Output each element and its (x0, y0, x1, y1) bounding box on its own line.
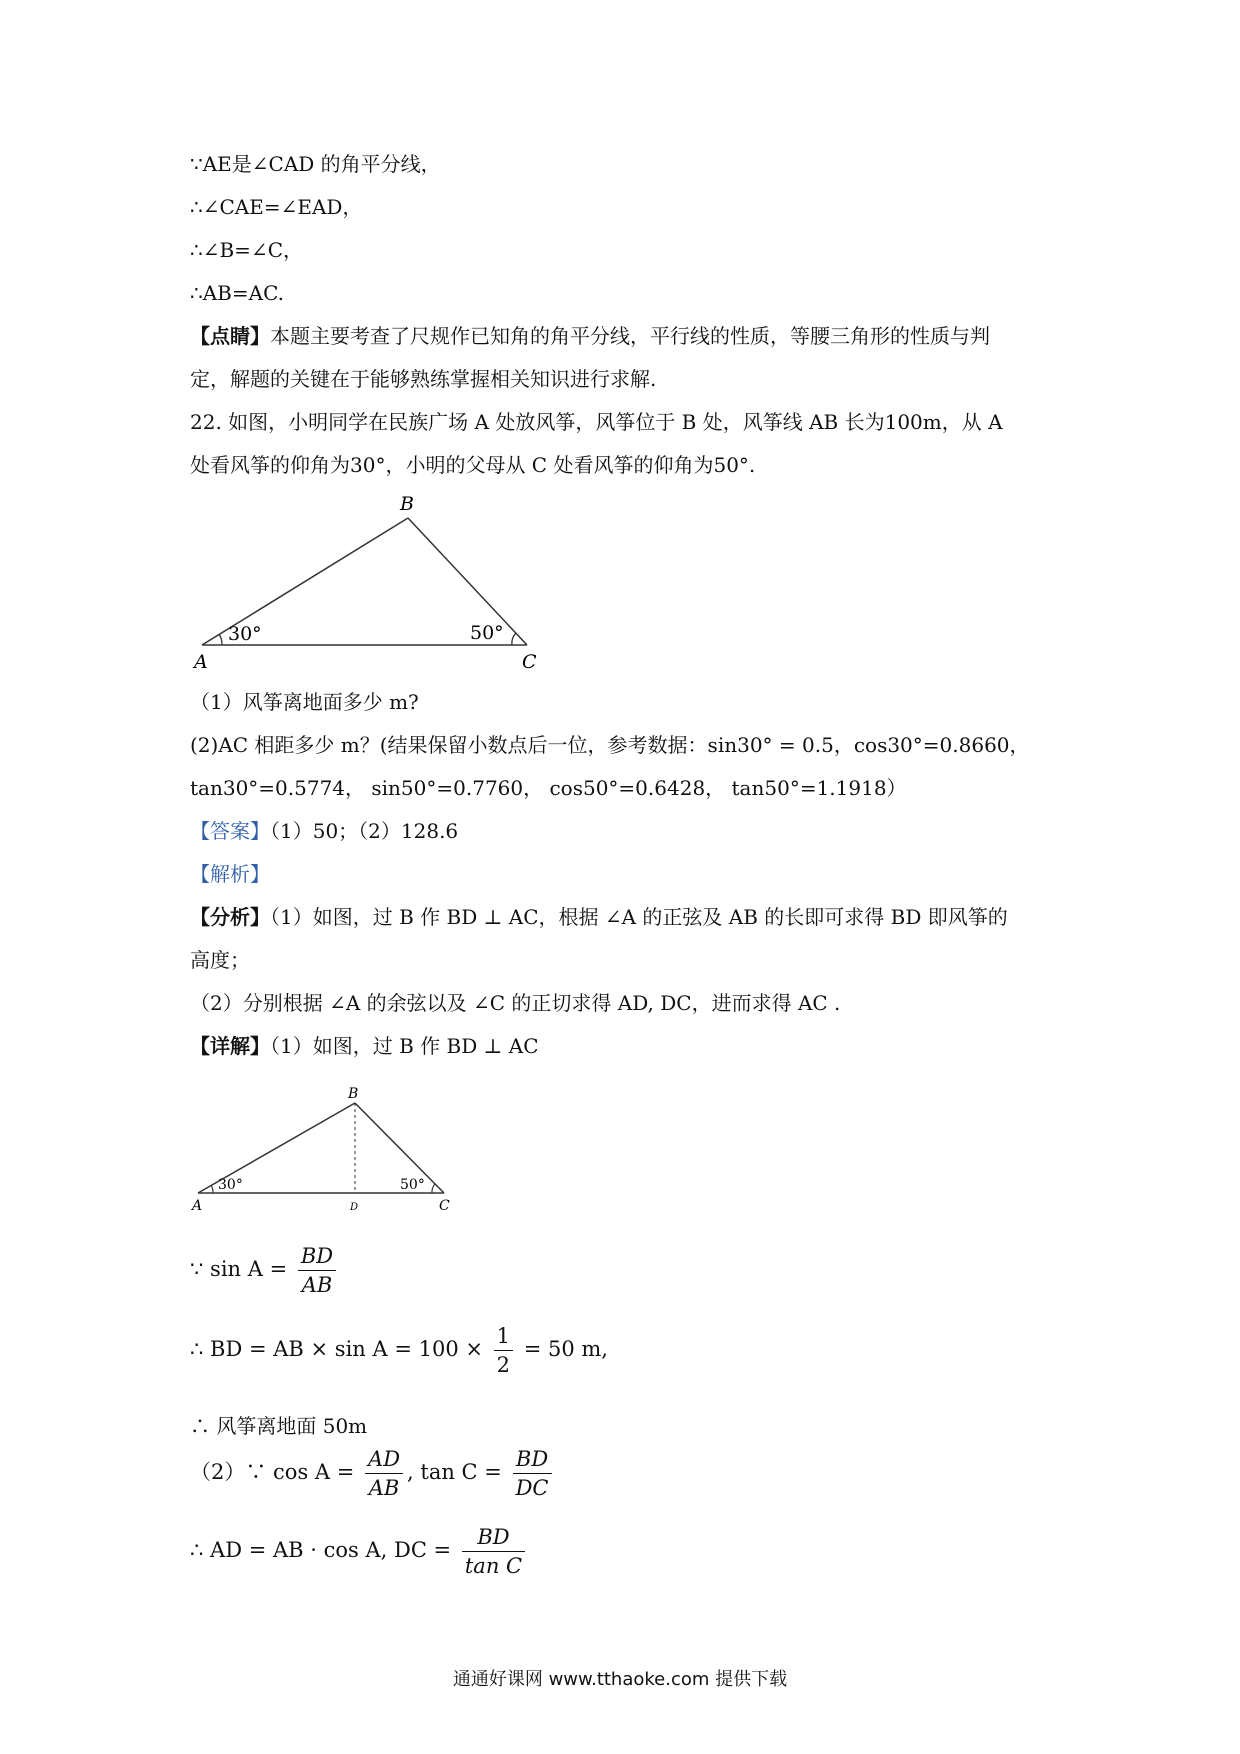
fraction-denominator: 2 (496, 1353, 511, 1377)
page-footer: 通通好课网 www.tthaoke.com 提供下载 (452, 1669, 788, 1690)
label-b: B (348, 1086, 359, 1102)
analysis-text-1: （1）如图，过 B 作 BD ⊥ AC，根据 ∠A 的正弦及 AB 的长即可求得 BD 即风筝的 (270, 905, 1008, 929)
fraction-numerator: AD (365, 1445, 403, 1474)
fraction-numerator: BD (462, 1523, 525, 1552)
question-22-line-2: 处看风筝的仰角为30°，小明的父母从 C 处看风筝的仰角为50°. (190, 453, 756, 477)
label-b: B (400, 493, 414, 515)
proof-line-2: ∴∠CAE=∠EAD， (190, 195, 363, 219)
comment-text-2: 定，解题的关键在于能够熟练掌握相关知识进行求解. (190, 367, 657, 391)
sub-question-2-line-2: tan30°=0.5774， sin50°=0.7760， cos50°=0.6428， tan50°=1.1918） (190, 776, 907, 800)
fraction-numerator: BD (513, 1445, 552, 1474)
angle-arc-c (512, 633, 516, 645)
sub-question-1: （1）风筝离地面多少 m? (190, 690, 419, 714)
fraction-one-half (494, 1322, 513, 1379)
comment-paragraph (190, 322, 990, 350)
fraction-denominator: DC (515, 1476, 549, 1500)
proof-line-1: ∵AE是∠CAD 的角平分线， (190, 152, 441, 176)
angle-arc-a (219, 634, 222, 645)
detail-paragraph (190, 1032, 539, 1060)
analysis-tag: 【解析】 (190, 862, 270, 886)
equation-ad-dc (190, 1523, 529, 1580)
equation-sin-a (190, 1242, 340, 1299)
angle-a-label: 30° (228, 623, 262, 645)
analysis-paragraph (190, 903, 1008, 931)
answer-text: （1）50；（2）128.6 (270, 819, 459, 843)
question-22-line-1: 22. 如图，小明同学在民族广场 A 处放风筝，风筝位于 B 处，风筝线 AB 长为100m，从 A (190, 410, 1003, 434)
fraction-bd-dc (513, 1445, 552, 1502)
angle-c-label: 50° (400, 1177, 425, 1193)
answer-tag: 【答案】 (190, 819, 270, 843)
fraction-bd-tanc (462, 1523, 525, 1580)
sub-question-2-line-1: (2)AC 相距多少 m？(结果保留小数点后一位，参考数据：sin30° = 0.5，cos30°=0.8660， (190, 733, 1030, 757)
equation-cos-prefix: （2）∵ cos A = (190, 1460, 355, 1484)
figure-triangle-abcd (190, 1083, 460, 1218)
label-a: A (194, 651, 208, 673)
label-a: A (192, 1198, 203, 1214)
fraction-denominator: AB (368, 1476, 400, 1500)
equation-bd (190, 1322, 608, 1379)
equation-height: ∴ 风筝离地面 50m (190, 1414, 368, 1438)
equation-bd-prefix: ∴ BD = AB × sin A = 100 × (190, 1337, 483, 1361)
fraction-numerator: 1 (494, 1322, 513, 1351)
fraction-denominator: AB (301, 1273, 333, 1297)
side-bc (408, 518, 527, 645)
proof-line-4: ∴AB=AC. (190, 281, 285, 305)
analysis-subtag: 【分析】 (190, 905, 270, 929)
fraction-bd-ab (298, 1242, 336, 1299)
equation-ad-prefix: ∴ AD = AB · cos A, DC = (190, 1538, 452, 1562)
label-d: D (350, 1202, 359, 1213)
equation-cos-tan (190, 1445, 556, 1502)
fraction-numerator: BD (298, 1242, 336, 1271)
comment-tag: 【点睛】 (190, 324, 270, 348)
comment-text-1: 本题主要考查了尺规作已知角的角平分线，平行线的性质，等腰三角形的性质与判 (270, 324, 990, 348)
detail-text-1: （1）如图，过 B 作 BD ⊥ AC (270, 1034, 539, 1058)
analysis-text-2: 高度； (190, 948, 250, 972)
equation-sin-a-prefix: ∵ sin A = (190, 1257, 288, 1281)
detail-tag: 【详解】 (190, 1034, 270, 1058)
equation-bd-suffix: = 50 m, (523, 1337, 608, 1361)
angle-arc-c (432, 1184, 435, 1193)
label-c: C (439, 1198, 450, 1214)
proof-line-3: ∴∠B=∠C， (190, 238, 303, 262)
label-c: C (522, 651, 537, 673)
angle-a-label: 30° (218, 1177, 243, 1193)
equation-tan-mid: , tan C = (407, 1460, 502, 1484)
figure-triangle-abc (190, 490, 550, 675)
fraction-ad-ab (365, 1445, 403, 1502)
fraction-denominator: tan C (464, 1554, 523, 1578)
answer-paragraph (190, 817, 458, 845)
angle-arc-a (211, 1185, 213, 1193)
angle-c-label: 50° (470, 622, 504, 644)
analysis-text-3: （2）分别根据 ∠A 的余弦以及 ∠C 的正切求得 AD, DC，进而求得 AC . (190, 991, 841, 1015)
